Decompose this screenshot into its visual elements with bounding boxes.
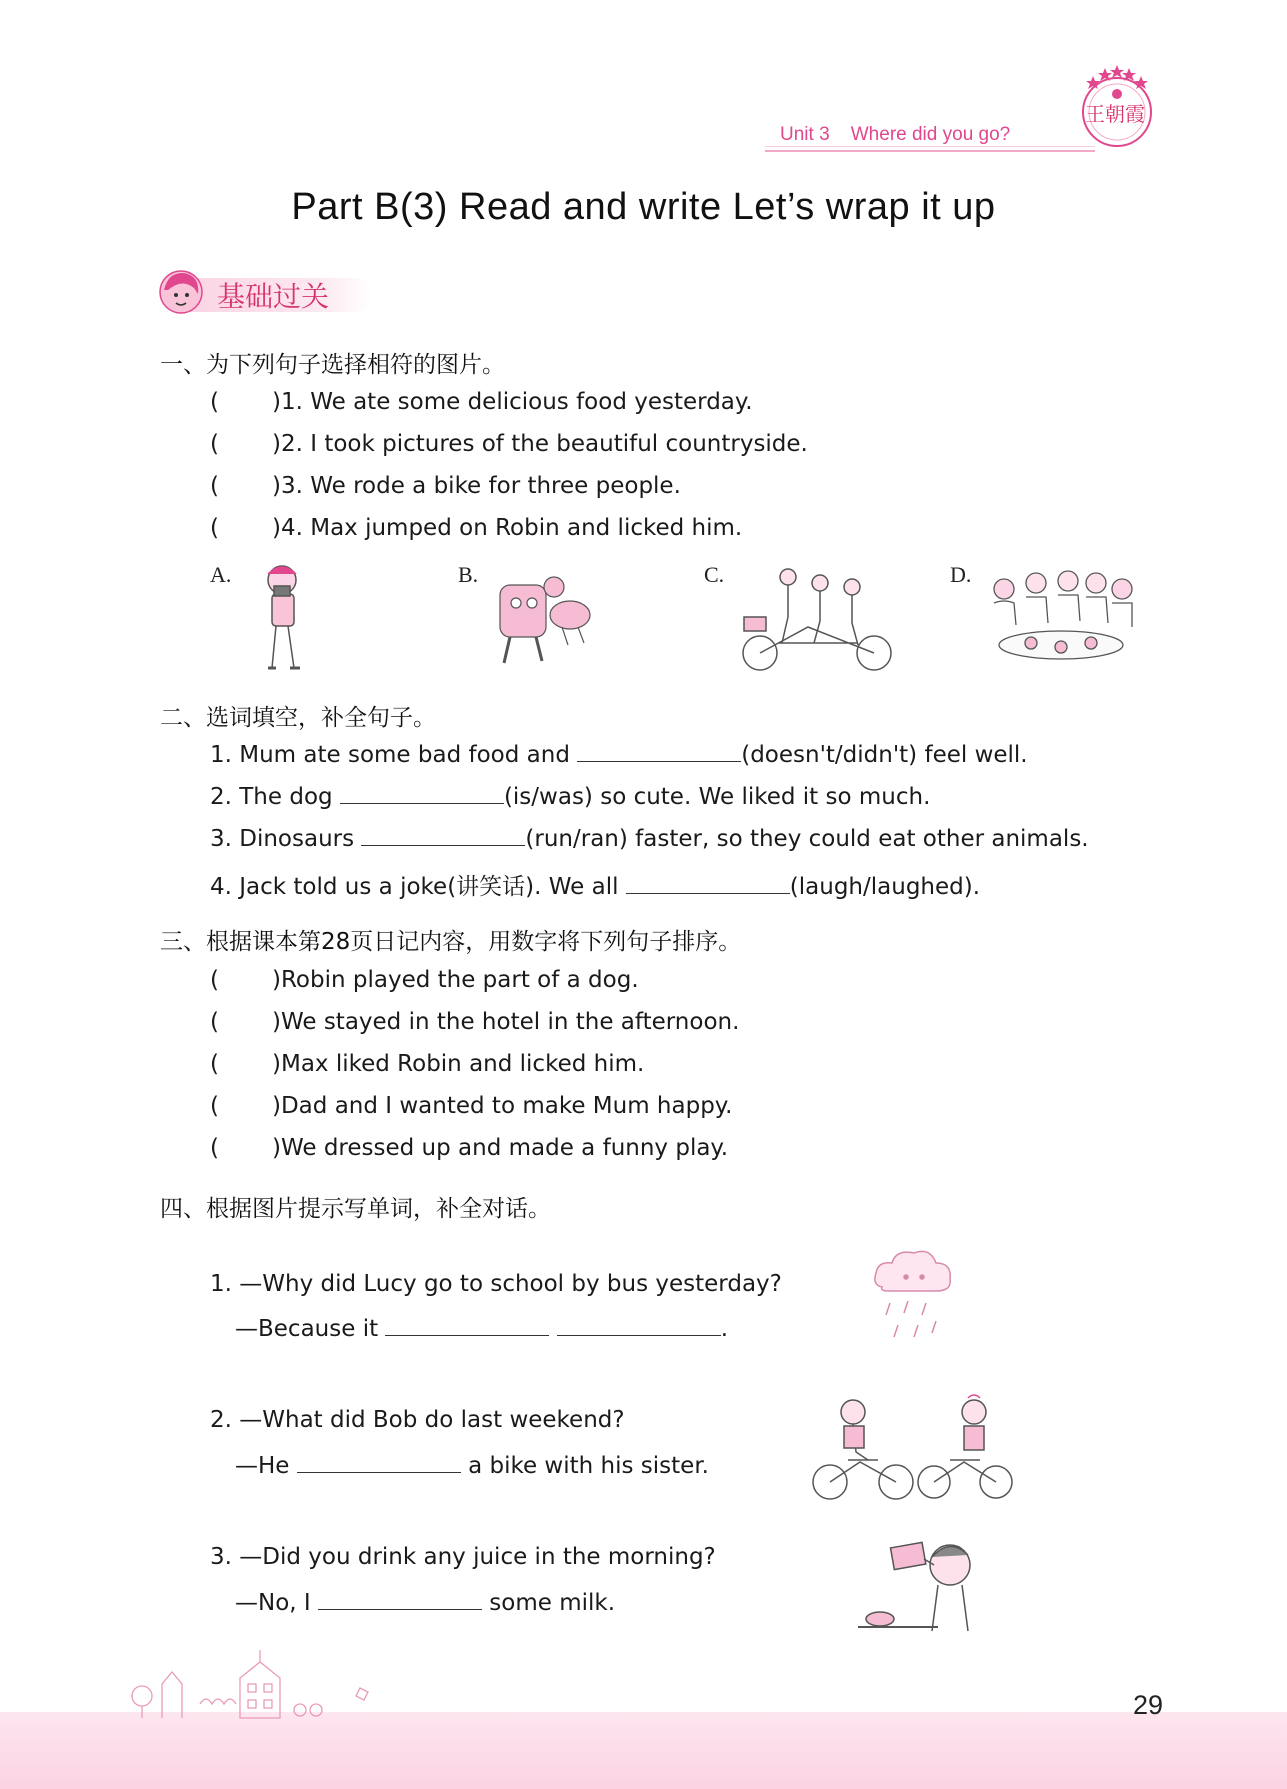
answer-paren[interactable]: ( xyxy=(210,1051,219,1077)
dialog-2-answer: —He a bike with his sister. xyxy=(235,1453,709,1479)
footer-houses-decoration xyxy=(120,1648,420,1720)
section3-item-3: ( )Max liked Robin and licked him. xyxy=(210,1051,645,1077)
option-d-label: D. xyxy=(950,562,972,587)
section1-heading: 一、为下列句子选择相符的图片。 xyxy=(160,352,505,378)
badge-label: 基础过关 xyxy=(217,280,330,313)
rain-cloud-image xyxy=(868,1245,958,1355)
section3-item-1: ( )Robin played the part of a dog. xyxy=(210,967,639,993)
dialog-3-question: 3. —Did you drink any juice in the morning? xyxy=(210,1544,716,1570)
header-rule-2 xyxy=(765,150,1095,152)
unit-header: Unit 3 Where did you go? xyxy=(780,124,1011,145)
fill-blank[interactable] xyxy=(385,1317,549,1336)
fill-blank[interactable] xyxy=(318,1591,482,1610)
robot-dog-image xyxy=(490,565,600,675)
section4-heading: 四、根据图片提示写单词，补全对话。 xyxy=(160,1196,551,1222)
boy-drinking-milk-image xyxy=(858,1535,983,1635)
girl-taking-photo-image xyxy=(250,560,320,680)
section2-item-3: 3. Dinosaurs (run/ran) faster, so they could eat other animals. xyxy=(210,826,1089,852)
family-eating-image xyxy=(986,565,1136,670)
answer-paren[interactable]: ( xyxy=(210,967,219,993)
answer-paren[interactable]: ( xyxy=(210,1093,219,1119)
page-title: Part B(3) Read and write Let’s wrap it up xyxy=(291,186,996,228)
section3-item-4: ( )Dad and I wanted to make Mum happy. xyxy=(210,1093,733,1119)
fill-blank[interactable] xyxy=(361,827,525,846)
footer-band xyxy=(0,1712,1287,1789)
section3-item-2: ( )We stayed in the hotel in the afternoon. xyxy=(210,1009,740,1035)
girl-avatar-icon xyxy=(158,268,204,316)
page-number: 29 xyxy=(1133,1690,1164,1720)
answer-paren[interactable]: ( xyxy=(210,1135,219,1161)
fill-blank[interactable] xyxy=(557,1317,721,1336)
fill-blank[interactable] xyxy=(577,743,741,762)
answer-paren[interactable]: ( xyxy=(210,515,219,541)
fill-blank[interactable] xyxy=(340,785,504,804)
section3-heading: 三、根据课本第28页日记内容，用数字将下列句子排序。 xyxy=(160,929,742,955)
dialog-3-answer: —No, I some milk. xyxy=(235,1590,616,1616)
dialog-1-question: 1. —Why did Lucy go to school by bus yesterday? xyxy=(210,1271,782,1297)
section2-heading: 二、选词填空，补全句子。 xyxy=(160,705,436,731)
section2-item-4: 4. Jack told us a joke(讲笑话). We all (laugh/laughed). xyxy=(210,874,981,900)
option-c-label: C. xyxy=(704,562,725,587)
dialog-2-question: 2. —What did Bob do last weekend? xyxy=(210,1407,625,1433)
answer-paren[interactable]: ( xyxy=(210,1009,219,1035)
fill-blank[interactable] xyxy=(626,875,790,894)
section1-item-1: ( )1. We ate some delicious food yesterday. xyxy=(210,389,753,415)
section3-item-5: ( )We dressed up and made a funny play. xyxy=(210,1135,729,1161)
kids-riding-bikes-image xyxy=(808,1390,1023,1502)
section1-item-4: ( )4. Max jumped on Robin and licked him. xyxy=(210,515,743,541)
answer-paren[interactable]: ( xyxy=(210,431,219,457)
option-a-label: A. xyxy=(210,562,232,587)
section1-item-2: ( )2. I took pictures of the beautiful countryside. xyxy=(210,431,808,457)
header-rule xyxy=(765,146,1095,147)
option-b-label: B. xyxy=(458,562,479,587)
fill-blank[interactable] xyxy=(297,1454,461,1473)
tandem-bike-image xyxy=(738,565,896,673)
section1-item-3: ( )3. We rode a bike for three people. xyxy=(210,473,681,499)
dialog-1-answer: —Because it . xyxy=(235,1316,729,1342)
answer-paren[interactable]: ( xyxy=(210,473,219,499)
section2-item-2: 2. The dog (is/was) so cute. We liked it so much. xyxy=(210,784,931,810)
logo-text: 王朝霞 xyxy=(1085,102,1145,126)
answer-paren[interactable]: ( xyxy=(210,389,219,415)
section2-item-1: 1. Mum ate some bad food and (doesn't/didn't) feel well. xyxy=(210,742,1028,768)
